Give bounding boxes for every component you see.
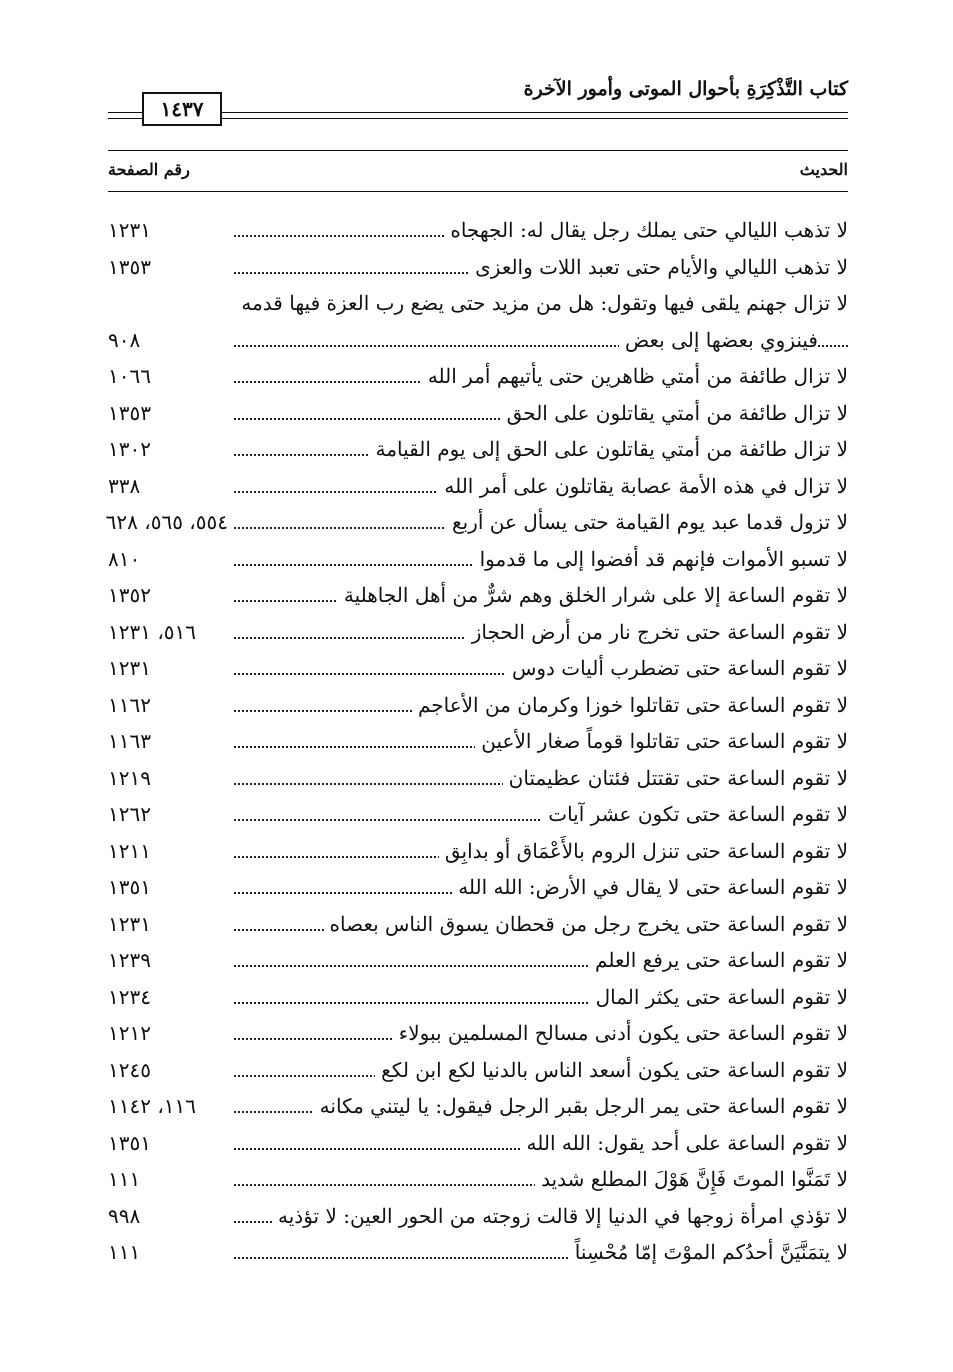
entry-page: ٨١٠: [108, 541, 232, 577]
entry-text: لا تزال طائفة من أمتي يقاتلون على الحق إلى يوم القيامة: [370, 431, 848, 467]
entry-page: ٣٣٨: [108, 468, 232, 504]
entry-page: ٥١٦، ١٢٣١: [108, 614, 232, 650]
entry-page: ١٢٤٥: [108, 1052, 232, 1088]
entry-text: لا تقوم الساعة حتى يكون أدنى مسالح المسلمين ببولاء: [393, 1015, 848, 1051]
entry-text: فينزوي بعضها إلى بعض: [619, 322, 818, 358]
index-entry: [108, 1198, 848, 1235]
entry-text: لا تقوم الساعة حتى تقاتلوا قوماً صغار الأعين: [475, 723, 848, 759]
entry-page: ١٢١٩: [108, 760, 232, 796]
entry-page: ١٣٠٢: [108, 431, 232, 467]
entry-text: لا تقوم الساعة حتى لا يقال في الأرض: الله الله: [452, 869, 848, 905]
entry-page: ١٢٣١: [108, 650, 232, 686]
entry-text: لا تذهب الليالي والأيام حتى تعبد اللات والعزى: [469, 249, 848, 285]
index-entry: [105, 504, 848, 541]
entry-text: لا تقوم الساعة حتى يخرج رجل من قحطان يسوق الناس بعصاه: [324, 906, 848, 942]
entry-page: ١٢٣٩: [108, 942, 232, 978]
entry-text: لا تزال في هذه الأمة عصابة يقاتلون على أمر الله: [438, 468, 848, 504]
index-entry: [108, 906, 848, 943]
index-entry: [108, 1088, 848, 1125]
entry-page: ١٣٥٣: [108, 395, 232, 431]
index-entry: [108, 1125, 848, 1162]
index-entry: [108, 541, 848, 578]
entry-page: ١٢١٢: [108, 1015, 232, 1051]
entry-page: ١٢٣١: [108, 212, 232, 248]
entry-text: لا تقوم الساعة حتى تقاتلوا خوزا وكرمان من الأعاجم: [412, 687, 848, 723]
index-entry: [108, 979, 848, 1016]
index-entry: [108, 942, 848, 979]
entry-page: ١١١: [108, 1234, 232, 1270]
entry-text: لا تقوم الساعة حتى يكثر المال: [590, 979, 848, 1015]
hadith-index-list: [105, 212, 848, 1271]
entry-text: لا تقوم الساعة حتى تقتتل فئتان عظيمتان: [503, 760, 848, 796]
book-title: كتاب التَّذْكِرَةِ بأحوال الموتى وأمور الآخرة: [523, 78, 848, 100]
index-entry: [108, 1161, 848, 1198]
entry-text: لا تقوم الساعة حتى تكون عشر آيات: [542, 796, 848, 832]
index-entry: [108, 468, 848, 505]
index-entry-continuation: [108, 322, 848, 359]
entry-page: ٩٠٨: [108, 322, 232, 358]
column-headers: [108, 150, 848, 192]
entry-page: ١٣٥١: [108, 869, 232, 905]
entry-text: لا تقوم الساعة على أحد يقول: الله الله: [521, 1125, 848, 1161]
entry-text: لا تؤذي امرأة زوجها في الدنيا إلا قالت زوجته من الحور العين: لا تؤذيه: [272, 1198, 848, 1234]
entry-page: ١١٦٣: [108, 723, 232, 759]
index-entry: [108, 285, 848, 322]
entry-page: ١٢١١: [108, 833, 232, 869]
entry-text: لا تقوم الساعة حتى يكون أسعد الناس بالدنيا لكع ابن لكع: [375, 1052, 848, 1088]
entry-text: لا تقوم الساعة حتى يمر الرجل بقبر الرجل فيقول: يا ليتني مكانه: [314, 1088, 848, 1124]
entry-page: ١٢٣٤: [108, 979, 232, 1015]
entry-page: ١٣٥١: [108, 1125, 232, 1161]
entry-page: ١٣٥٢: [108, 577, 232, 613]
entry-text: لا تزال جهنم يلقى فيها وتقول: هل من مزيد حتى يضع رب العزة فيها قدمه: [235, 285, 848, 321]
index-entry: [108, 249, 848, 286]
entry-text: لا تقوم الساعة حتى تخرج نار من أرض الحجاز: [466, 614, 848, 650]
entry-page: ١١٦، ١١٤٢: [108, 1088, 232, 1124]
index-entry: [108, 614, 848, 651]
page-number: ١٤٣٧: [142, 92, 222, 126]
index-entry: [108, 796, 848, 833]
column-header-page-number: رقم الصفحة: [108, 160, 190, 179]
index-entry: [108, 1015, 848, 1052]
index-entry: [108, 760, 848, 797]
entry-page: ١١١: [108, 1161, 232, 1197]
entry-text: لا تقوم الساعة حتى تنزل الروم بالأَعْمَاق أو بدابِق: [439, 833, 848, 869]
index-entry: [108, 650, 848, 687]
index-entry: [108, 1234, 848, 1271]
entry-text: لا تزال طائفة من أمتي يقاتلون على الحق: [501, 395, 848, 431]
index-entry: [108, 833, 848, 870]
index-entry: [108, 1052, 848, 1089]
entry-text: لا يتمَنَّيَنَّ أحدُكم الموْتَ إمّا مُحْسِناً: [569, 1234, 848, 1270]
entry-text: لا تزال طائفة من أمتي ظاهرين حتى يأتيهم أمر الله: [422, 358, 848, 394]
entry-page: ١٠٦٦: [108, 358, 232, 394]
index-entry: [108, 577, 848, 614]
column-header-hadith: الحديث: [799, 160, 848, 179]
entry-page: ١١٦٢: [108, 687, 232, 723]
entry-text: لا تزول قدما عبد يوم القيامة حتى يسأل عن أربع: [446, 504, 848, 540]
entry-page: ١٣٥٣: [108, 249, 232, 285]
entry-page: ٩٩٨: [108, 1198, 232, 1234]
entry-text: لا تقوم الساعة إلا على شرار الخلق وهم شرٌّ من أهل الجاهلية: [338, 577, 848, 613]
index-entry: [108, 723, 848, 760]
index-entry: [108, 869, 848, 906]
entry-page: ١٢٦٢: [108, 796, 232, 832]
entry-page: ١٢٣١: [108, 906, 232, 942]
page-header: [108, 76, 848, 120]
entry-text: لا تقوم الساعة حتى يرفع العلم: [589, 942, 848, 978]
index-entry: [108, 431, 848, 468]
index-entry: [108, 687, 848, 724]
index-entry: [108, 395, 848, 432]
index-entry: [108, 358, 848, 395]
index-entry: [108, 212, 848, 249]
entry-text: لا تقوم الساعة حتى تضطرب أليات دوس: [506, 650, 848, 686]
entry-text: لا تَمَنَّوا الموتَ فَإِنَّ هَوْلَ المطلع شديد: [535, 1161, 848, 1197]
entry-text: لا تذهب الليالي حتى يملك رجل يقال له: الجهجاه: [444, 212, 848, 248]
entry-page: ٥٥٤، ٥٦٥، ٦٢٨: [108, 504, 232, 540]
entry-text: لا تسبو الأموات فإنهم قد أفضوا إلى ما قدموا: [474, 541, 848, 577]
